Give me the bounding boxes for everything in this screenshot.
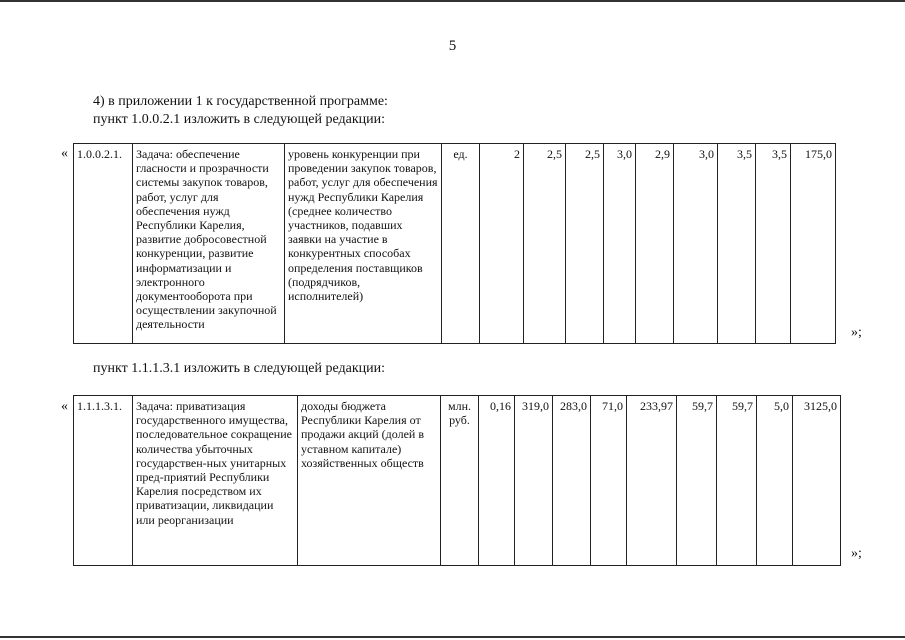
value-cell: 2 [480, 144, 524, 344]
value-cell: 233,97 [627, 396, 677, 566]
value-cell: 3,0 [604, 144, 636, 344]
unit-cell: млн. руб. [441, 396, 479, 566]
amendment-intro: 4) в приложении 1 к государственной программе: [93, 94, 388, 109]
value-cell: 59,7 [677, 396, 717, 566]
opening-quote-2: « [61, 399, 68, 414]
table-row [74, 144, 836, 344]
scan-edge-bottom [0, 636, 905, 638]
value-cell: 3,5 [756, 144, 791, 344]
program-table-2 [73, 395, 841, 566]
value-cell: 2,5 [566, 144, 604, 344]
scan-edge-top [0, 0, 905, 2]
value-cell: 0,16 [479, 396, 515, 566]
value-cell: 3,5 [718, 144, 756, 344]
value-cell: 283,0 [553, 396, 591, 566]
value-cell: 71,0 [591, 396, 627, 566]
task-description: Задача: обеспечение гласности и прозрачности системы закупок товаров, работ, услуг для обеспечения нужд Республики Карелия, развитие добросовестной конкуренции, развитие информатизации и электронного документооборота при осуществлении закупочной деятельности [133, 144, 285, 344]
unit-cell: ед. [442, 144, 480, 344]
section2-intro: пункт 1.1.1.3.1 изложить в следующей редакции: [93, 361, 385, 376]
item-code: 1.1.1.3.1. [74, 396, 133, 566]
section1-intro: пункт 1.0.0.2.1 изложить в следующей редакции: [93, 112, 385, 127]
closing-quote-2: »; [851, 546, 862, 561]
value-cell: 2,5 [524, 144, 566, 344]
indicator-description: уровень конкуренции при проведении закупок товаров, работ, услуг для обеспечения нужд Республики Карелия (среднее количество участников, подавших заявки на участие в конкурентных способах определения поставщиков (подрядчиков, исполнителей) [285, 144, 442, 344]
value-cell: 319,0 [515, 396, 553, 566]
program-table-1 [73, 143, 836, 344]
value-cell: 3,0 [674, 144, 718, 344]
value-cell: 175,0 [791, 144, 836, 344]
value-cell: 2,9 [636, 144, 674, 344]
page-number: 5 [448, 38, 457, 54]
indicator-description: доходы бюджета Республики Карелия от продажи акций (долей в уставном капитале) хозяйственных обществ [298, 396, 441, 566]
item-code: 1.0.0.2.1. [74, 144, 133, 344]
value-cell: 3125,0 [793, 396, 841, 566]
opening-quote-1: « [61, 146, 68, 161]
value-cell: 5,0 [757, 396, 793, 566]
table-row [74, 396, 841, 566]
closing-quote-1: »; [851, 325, 862, 340]
task-description: Задача: приватизация государственного имущества, последовательное сокращение количества убыточных государствен-ных унитарных пред-приятий Республики Карелия посредством их приватизации, ликвидации или реорганизации [133, 396, 298, 566]
value-cell: 59,7 [717, 396, 757, 566]
